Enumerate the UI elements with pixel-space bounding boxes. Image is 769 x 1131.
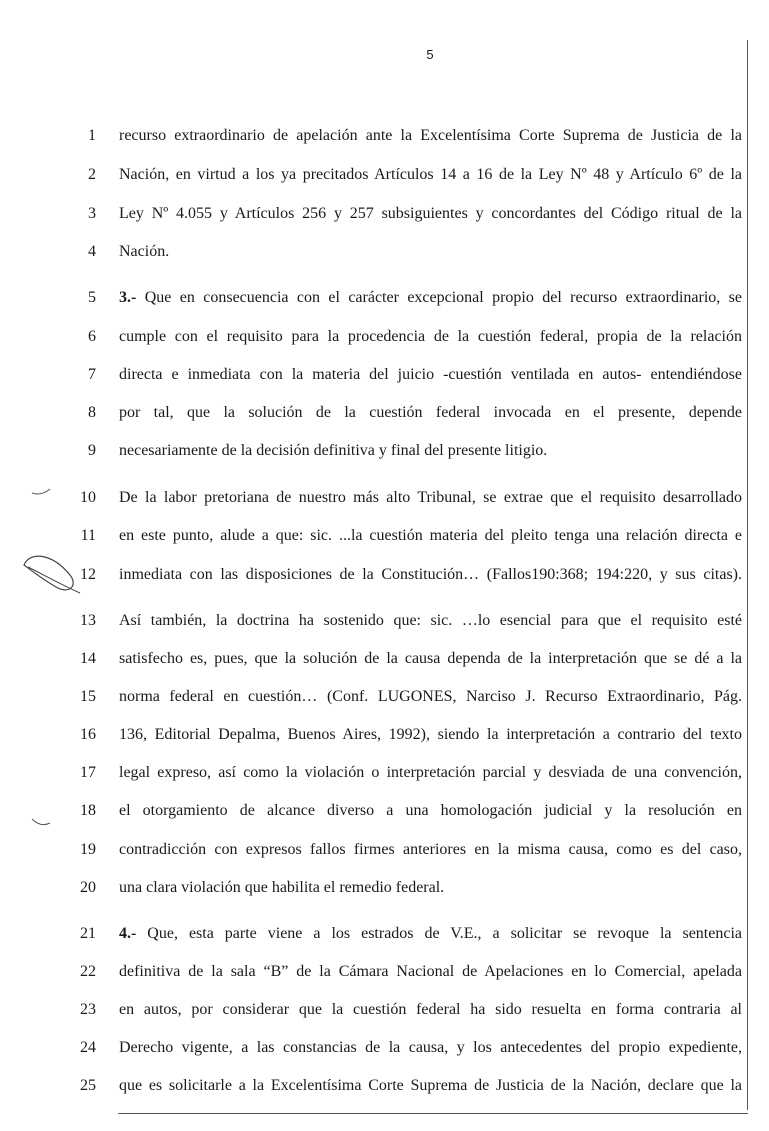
line-text: legal expreso, así como la violación o interpretación parcial y desviada de una convención, — [119, 764, 742, 781]
line-text — [119, 286, 742, 310]
line-text: necesariamente de la decisión definitiva y final del presente litigio. — [119, 442, 548, 459]
line-text: satisfecho es, pues, que la solución de la causa dependa de la interpretación que se dé a la — [119, 650, 742, 667]
line-text — [119, 922, 742, 946]
line-text-rest: Que en consecuencia con el carácter excepcional propio del recurso extraordinario, se — [136, 289, 742, 306]
line-number: 10 — [80, 489, 96, 506]
line-text: por tal, que la solución de la cuestión federal invocada en el presente, depende — [119, 404, 742, 421]
line-text: recurso extraordinario de apelación ante la Excelentísima Corte Suprema de Justicia de la — [119, 127, 742, 144]
text-line — [0, 439, 769, 463]
text-line — [0, 960, 769, 984]
line-text: norma federal en cuestión… (Conf. LUGONES, Narciso J. Recurso Extraordinario, Pág. — [119, 688, 742, 705]
text-line — [0, 286, 769, 310]
line-number: 9 — [88, 442, 96, 459]
line-number: 6 — [88, 328, 96, 345]
text-line — [0, 563, 769, 587]
line-text: Ley Nº 4.055 y Artículos 256 y 257 subsiguientes y concordantes del Código ritual de la — [119, 205, 742, 222]
text-line — [0, 647, 769, 671]
line-number: 18 — [80, 802, 96, 819]
text-line — [0, 163, 769, 187]
section-number: 3.- — [119, 289, 137, 306]
section-number: 4.- — [119, 925, 137, 942]
line-text: el otorgamiento de alcance diverso a una homologación judicial y la resolución en — [119, 802, 742, 819]
line-text: 136, Editorial Depalma, Buenos Aires, 1992), siendo la interpretación a contrario del texto — [119, 726, 742, 743]
line-number: 22 — [80, 963, 96, 980]
line-text: Nación. — [119, 243, 170, 260]
text-line — [0, 1074, 769, 1098]
line-number: 8 — [88, 404, 96, 421]
line-number: 4 — [88, 243, 96, 260]
text-line — [0, 401, 769, 425]
line-number: 15 — [80, 688, 96, 705]
line-number: 17 — [80, 764, 96, 781]
line-text: directa e inmediata con la materia del juicio -cuestión ventilada en autos- entendiéndose — [119, 366, 742, 383]
text-line — [0, 838, 769, 862]
line-number: 7 — [88, 366, 96, 383]
text-line — [0, 998, 769, 1022]
line-text: Nación, en virtud a los ya precitados Artículos 14 a 16 de la Ley Nº 48 y Artículo 6º de la — [119, 166, 742, 183]
line-number: 12 — [80, 566, 96, 583]
text-line — [0, 799, 769, 823]
text-line — [0, 325, 769, 349]
text-line — [0, 524, 769, 548]
line-number: 19 — [80, 841, 96, 858]
line-number: 11 — [80, 527, 96, 544]
text-line — [0, 240, 769, 264]
line-number: 14 — [80, 650, 96, 667]
line-number: 16 — [80, 726, 96, 743]
line-number: 13 — [80, 612, 96, 629]
text-line — [0, 723, 769, 747]
line-number: 25 — [80, 1077, 96, 1094]
line-text-rest: Que, esta parte viene a los estrados de V.E., a solicitar se revoque la sentencia — [136, 925, 742, 942]
line-text: Derecho vigente, a las constancias de la causa, y los antecedentes del propio expediente, — [119, 1039, 742, 1056]
line-number: 3 — [88, 205, 96, 222]
line-text: definitiva de la sala “B” de la Cámara Nacional de Apelaciones en lo Comercial, apelada — [119, 963, 742, 980]
line-number: 21 — [80, 925, 96, 942]
line-number: 20 — [80, 879, 96, 896]
text-line — [0, 363, 769, 387]
line-text: Así también, la doctrina ha sostenido que: sic. …lo esencial para que el requisito esté — [119, 612, 742, 629]
line-text: cumple con el requisito para la procedencia de la cuestión federal, propia de la relación — [119, 328, 742, 345]
line-text: que es solicitarle a la Excelentísima Corte Suprema de Justicia de la Nación, declare que la — [119, 1077, 742, 1094]
text-line — [0, 486, 769, 510]
text-line — [0, 124, 769, 148]
text-line — [0, 202, 769, 226]
text-line — [0, 876, 769, 900]
line-text: inmediata con las disposiciones de la Constitución… (Fallos190:368; 194:220, y sus citas). — [119, 566, 742, 583]
text-line — [0, 685, 769, 709]
line-text: en autos, por considerar que la cuestión federal ha sido resuelta en forma contraria al — [119, 1001, 742, 1018]
footer-rule — [118, 1113, 748, 1114]
text-line — [0, 609, 769, 633]
text-line — [0, 922, 769, 946]
page-number: 5 — [426, 47, 434, 62]
line-text: en este punto, alude a que: sic. ...la cuestión materia del pleito tenga una relación directa e — [119, 527, 742, 544]
line-text: una clara violación que habilita el remedio federal. — [119, 879, 445, 896]
text-line — [0, 761, 769, 785]
line-number: 1 — [88, 127, 96, 144]
line-number: 5 — [88, 289, 96, 306]
line-text: De la labor pretoriana de nuestro más alto Tribunal, se extrae que el requisito desarrollado — [119, 489, 742, 506]
text-line — [0, 1036, 769, 1060]
line-number: 24 — [80, 1039, 96, 1056]
line-number: 23 — [80, 1001, 96, 1018]
line-text: contradicción con expresos fallos firmes anteriores en la misma causa, como es del caso, — [119, 841, 742, 858]
line-number: 2 — [88, 166, 96, 183]
